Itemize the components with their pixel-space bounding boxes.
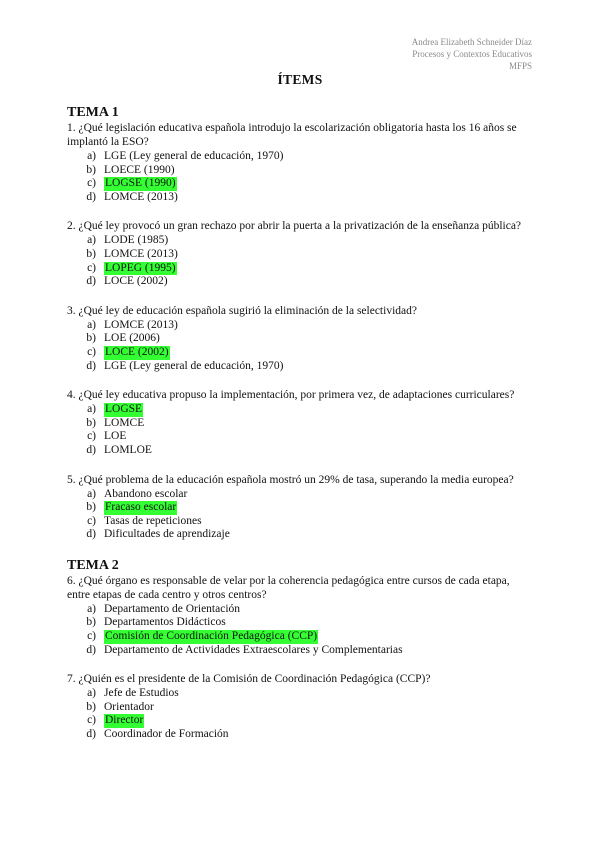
question: [67, 574, 535, 657]
option-letter: b): [86, 501, 96, 514]
answer-option: [67, 332, 535, 346]
answer-option: [67, 360, 535, 374]
option-text: LOE (2006): [104, 332, 160, 345]
option-letter: a): [87, 234, 96, 247]
option-list: [67, 403, 535, 457]
question-text: 2. ¿Qué ley provocó un gran rechazo por abrir la puerta a la privatización de la enseñanza pública?: [67, 220, 522, 233]
answer-option: [67, 417, 535, 431]
option-text: LOMCE (2013): [104, 247, 178, 260]
option-letter: c): [87, 714, 96, 727]
option-text: LGE (Ley general de educación, 1970): [104, 359, 284, 372]
answer-option: [67, 262, 535, 276]
question-text: 4. ¿Qué ley educativa propuso la implementación, por primera vez, de adaptaciones curriculares?: [67, 389, 515, 402]
option-letter: b): [86, 247, 96, 260]
answer-option: [67, 191, 535, 205]
option-text: Jefe de Estudios: [104, 687, 179, 700]
option-text: Departamentos Didácticos: [104, 616, 226, 629]
option-text: LOECE (1990): [104, 163, 175, 176]
answer-option: [67, 346, 535, 360]
document-body: [67, 104, 535, 757]
option-letter: a): [87, 602, 96, 615]
question-text: 6. ¿Qué órgano es responsable de velar por la coherencia pedagógica entre cursos de cada etapa, entre etapas de cada centro y otros centros?: [67, 574, 510, 601]
question: [67, 304, 535, 373]
document-title: ÍTEMS: [277, 72, 323, 87]
option-list: [67, 488, 535, 542]
answer-option: [67, 275, 535, 289]
header-author: Andrea Elizabeth Schneider Díaz: [411, 37, 532, 47]
topic-section: [67, 104, 535, 542]
option-text: LOMCE (2013): [104, 190, 178, 203]
correct-option-text: LOCE (2002): [105, 345, 169, 358]
question: [67, 121, 535, 204]
option-text: Abandono escolar: [104, 487, 188, 500]
answer-option: [67, 728, 535, 742]
answer-option: [67, 714, 535, 728]
answer-option: [67, 234, 535, 248]
option-letter: a): [87, 318, 96, 331]
correct-option-text: LOGSE (1990): [105, 177, 176, 190]
question-text: 1. ¿Qué legislación educativa española introdujo la escolarización obligatoria hasta los 16 años se implantó la ESO?: [67, 122, 517, 148]
correct-option-text: Comisión de Coordinación Pedagógica (CCP): [105, 630, 318, 643]
topic-heading: TEMA 1: [67, 105, 119, 120]
option-letter: a): [87, 487, 96, 500]
option-letter: b): [86, 700, 96, 713]
option-letter: b): [86, 416, 96, 429]
option-letter: a): [87, 150, 96, 162]
correct-option-text: Fracaso escolar: [105, 501, 177, 514]
option-letter: d): [86, 190, 96, 203]
question: [67, 672, 535, 741]
option-list: [67, 319, 535, 373]
option-text: Orientador: [104, 700, 154, 713]
answer-option: [67, 248, 535, 262]
option-letter: c): [87, 430, 96, 443]
option-text: Dificultades de aprendizaje: [104, 528, 230, 541]
answer-option: [67, 603, 535, 617]
option-letter: c): [87, 345, 96, 358]
option-text: Tasas de repeticiones: [104, 514, 202, 527]
answer-option: [67, 501, 535, 515]
option-text: LOMCE (2013): [104, 318, 178, 331]
option-letter: d): [86, 643, 96, 656]
option-letter: d): [86, 275, 96, 288]
option-letter: c): [87, 177, 96, 190]
option-text: LOMCE: [104, 416, 145, 429]
option-text: LODE (1985): [104, 234, 169, 247]
option-letter: d): [86, 528, 96, 541]
option-letter: b): [86, 332, 96, 345]
question: [67, 473, 535, 542]
option-text: Coordinador de Formación: [104, 728, 229, 741]
option-letter: b): [86, 616, 96, 629]
question: [67, 388, 535, 457]
option-list: [67, 234, 535, 288]
answer-option: [67, 515, 535, 529]
correct-option-text: LOGSE: [105, 403, 143, 416]
option-text: LGE (Ley general de educación, 1970): [104, 150, 284, 162]
page-header: [412, 36, 532, 72]
answer-option: [67, 644, 535, 658]
option-letter: d): [86, 359, 96, 372]
question-text: 3. ¿Qué ley de educación española sugirió la eliminación de la selectividad?: [67, 304, 417, 317]
option-letter: d): [86, 443, 96, 456]
answer-option: [67, 164, 535, 178]
option-text: Departamento de Orientación: [104, 602, 241, 615]
answer-option: [67, 403, 535, 417]
answer-option: [67, 150, 535, 164]
answer-option: [67, 319, 535, 333]
option-text: Departamento de Actividades Extraescolares y Complementarias: [104, 643, 403, 656]
header-program: MFPS: [508, 61, 532, 71]
header-course: Procesos y Contextos Educativos: [412, 49, 532, 59]
answer-option: [67, 444, 535, 458]
option-letter: d): [86, 728, 96, 741]
question-text: 5. ¿Qué problema de la educación española mostró un 29% de tasa, superando la media europea?: [67, 473, 514, 486]
option-letter: c): [87, 261, 96, 274]
question: [67, 219, 535, 288]
correct-option-text: Director: [105, 714, 144, 727]
option-letter: c): [87, 514, 96, 527]
option-letter: c): [87, 630, 96, 643]
topic-heading: TEMA 2: [67, 557, 119, 573]
answer-option: [67, 687, 535, 701]
answer-option: [67, 488, 535, 502]
answer-option: [67, 616, 535, 630]
question-text: 7. ¿Quién es el presidente de la Comisión de Coordinación Pedagógica (CCP)?: [67, 673, 431, 686]
option-list: [67, 150, 535, 204]
option-text: LOCE (2002): [104, 275, 168, 288]
answer-option: [67, 177, 535, 191]
option-list: [67, 603, 535, 657]
topic-section: [67, 557, 535, 742]
answer-option: [67, 430, 535, 444]
option-list: [67, 687, 535, 741]
option-letter: a): [87, 687, 96, 700]
answer-option: [67, 701, 535, 715]
option-letter: a): [87, 403, 96, 416]
option-letter: b): [86, 163, 96, 176]
option-text: LOMLOE: [104, 443, 152, 456]
correct-option-text: LOPEG (1995): [105, 261, 176, 274]
option-text: LOE: [104, 430, 127, 443]
answer-option: [67, 528, 535, 542]
answer-option: [67, 630, 535, 644]
